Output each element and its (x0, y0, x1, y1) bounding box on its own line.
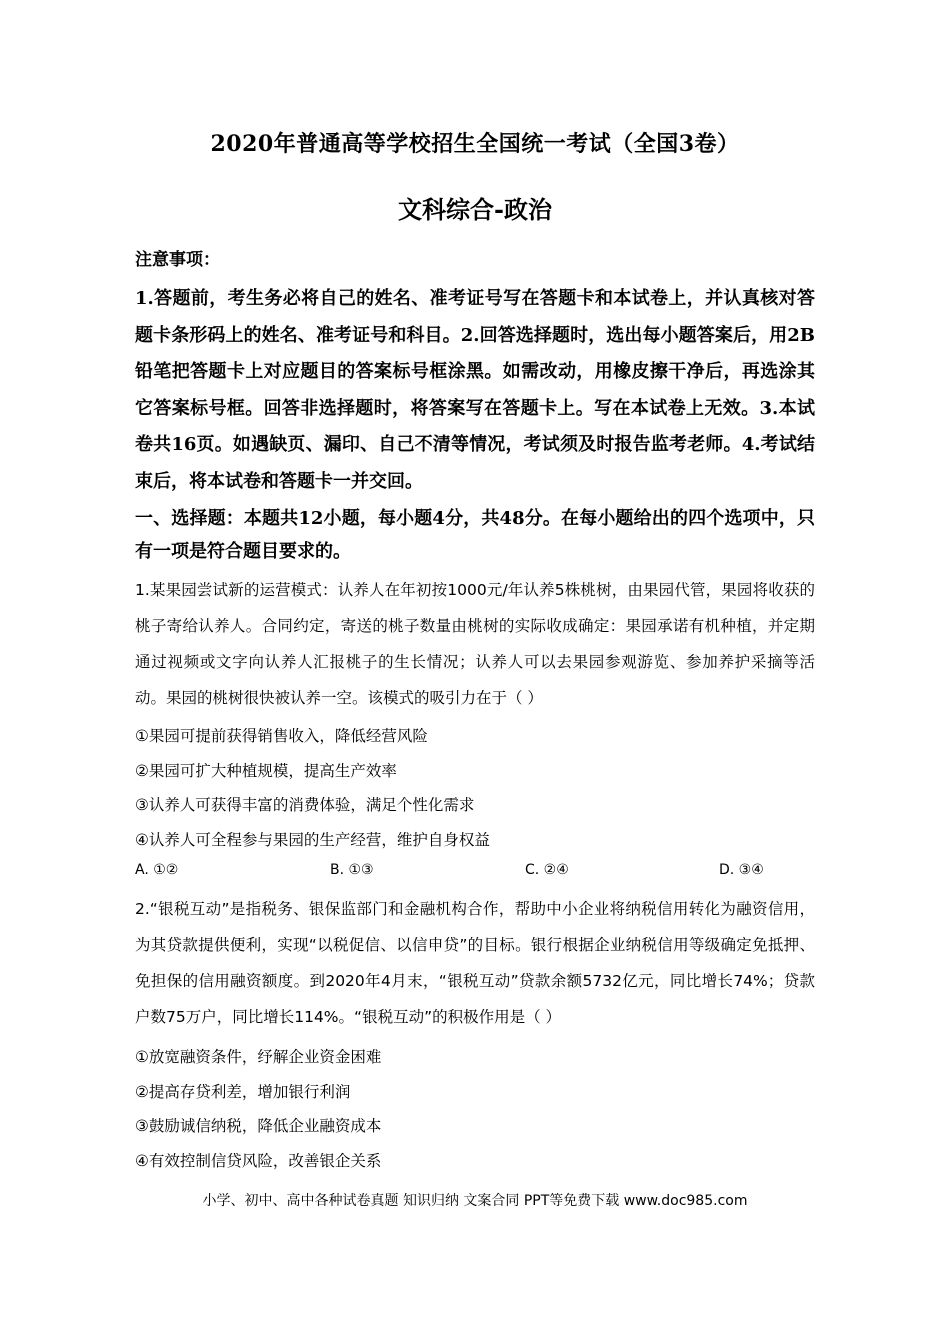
exam-subtitle: 文科综合-政治 (398, 195, 552, 224)
question-1-item-1: ①果园可提前获得销售收入，降低经营风险 (135, 727, 428, 745)
question-2-item-2: ②提高存贷利差，增加银行利润 (135, 1083, 351, 1101)
question-1-item-4: ④认养人可全程参与果园的生产经营，维护自身权益 (135, 831, 490, 849)
question-1-item-2: ②果园可扩大种植规模，提高生产效率 (135, 762, 397, 780)
footer-text: 小学、初中、高中各种试卷真题 知识归纳 文案合同 PPT等免费下载 www.doc985.com (202, 1193, 748, 1209)
choice-c: C. ②④ (525, 862, 569, 878)
question-2-stem: 2.“银税互动”是指税务、银保监部门和金融机构合作，帮助中小企业将纳税信用转化为融资信用，为其贷款提供便利，实现“以税促信、以信申贷”的目标。银行根据企业纳税信用等级确定免抵押、免担保的信用融资额度。到2020年4月末，“银税互动”贷款余额5732亿元，同比增长74%；贷款户数75万户，同比增长114%。“银税互动”的积极作用是（ ） (135, 900, 815, 1026)
notice-body: 1.答题前，考生务必将自己的姓名、准考证号写在答题卡和本试卷上，并认真核对答题卡条形码上的姓名、准考证号和科目。2.回答选择题时，选出每小题答案后，用2B铅笔把答题卡上对应题目的答案标号框涂黑。如需改动，用橡皮擦干净后，再选涂其它答案标号框。回答非选择题时，将答案写在答题卡上。写在本试卷上无效。3.本试卷共16页。如遇缺页、漏印、自己不清等情况，考试须及时报告监考老师。4.考试结束后，将本试卷和答题卡一并交回。 (135, 288, 815, 492)
section-heading: 一、选择题：本题共12小题，每小题4分，共48分。在每小题给出的四个选项中，只有一项是符合题目要求的。 (135, 508, 815, 562)
question-2-item-1: ①放宽融资条件，纾解企业资金困难 (135, 1048, 382, 1066)
question-1-stem: 1.某果园尝试新的运营模式：认养人在年初按1000元/年认养5株桃树，由果园代管，果园将收获的桃子寄给认养人。合同约定，寄送的桃子数量由桃树的实际收成确定：果园承诺有机种植，并定期通过视频或文字向认养人汇报桃子的生长情况；认养人可以去果园参观游览、参加养护采摘等活动。果园的桃树很快被认养一空。该模式的吸引力在于（ ） (135, 581, 815, 707)
question-2-item-4: ④有效控制信贷风险，改善银企关系 (135, 1152, 382, 1170)
question-2-item-3: ③鼓励诚信纳税，降低企业融资成本 (135, 1117, 382, 1135)
question-1-item-3: ③认养人可获得丰富的消费体验，满足个性化需求 (135, 796, 475, 814)
exam-title: 2020年普通高等学校招生全国统一考试（全国3卷） (210, 131, 740, 157)
choice-d: D. ③④ (719, 862, 764, 878)
choice-a: A. ①② (135, 862, 179, 878)
choice-b: B. ①③ (330, 862, 374, 878)
notice-heading: 注意事项： (135, 250, 220, 270)
